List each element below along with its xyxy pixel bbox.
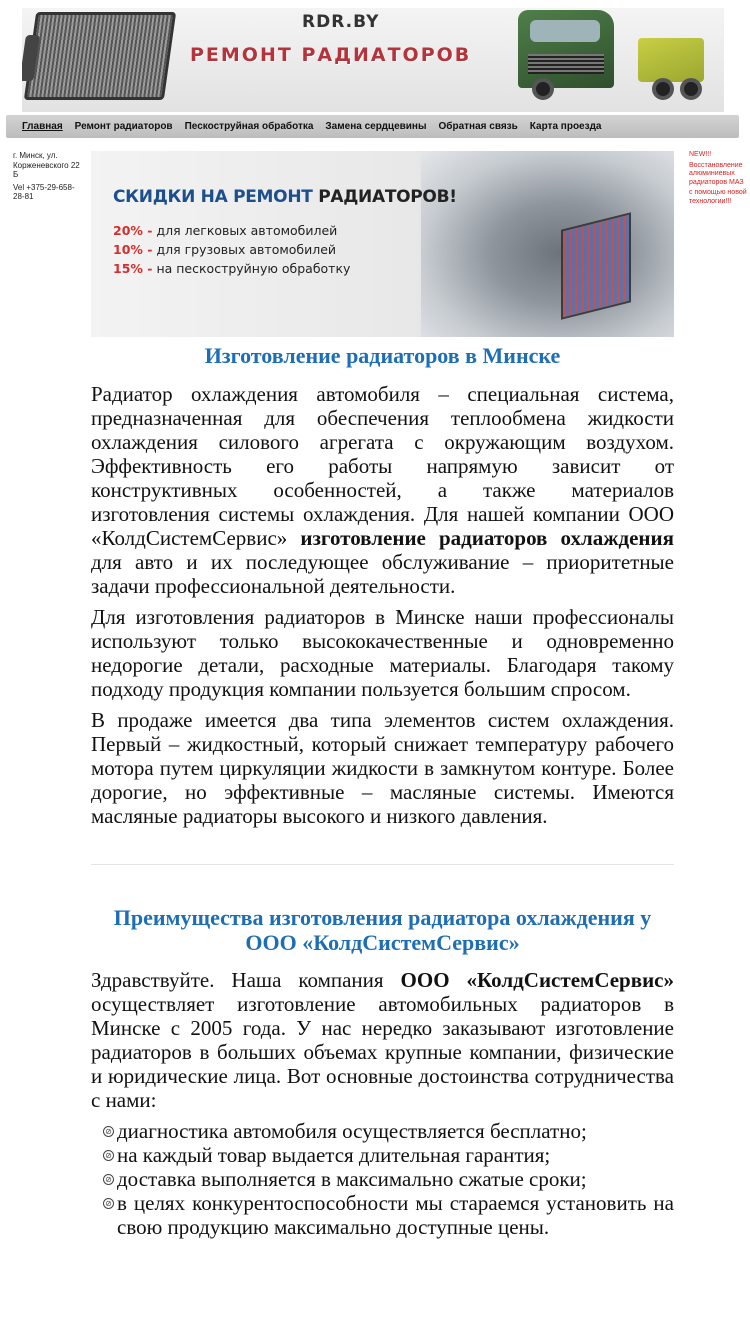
list-item: [103, 1167, 674, 1191]
main-nav: [6, 115, 739, 138]
list-item-text: на каждый товар выдается длительная гарантия;: [117, 1143, 551, 1167]
page-title: Изготовление радиаторов в Минске: [204, 343, 561, 368]
address: г. Минск, ул. Корженевского 22 Б: [13, 151, 80, 179]
news-link[interactable]: Восстановление алюминиевых радиаторов МАЗ: [689, 161, 744, 186]
promo-pct: 20% -: [113, 223, 153, 238]
promo-line: [113, 242, 336, 257]
paragraph: [91, 382, 674, 598]
text: Здравствуйте. Наша компания: [91, 968, 384, 992]
promo-headline-blue: СКИДКИ НА РЕМОНТ: [113, 187, 313, 207]
check-circle-icon: ⊘: [103, 1150, 114, 1161]
promo-headline-dark: РАДИАТОРОВ!: [318, 187, 457, 207]
news-label: NEW!!!: [689, 151, 712, 158]
phone: Vel +375-29-658-28-81: [13, 182, 75, 201]
nav-radiator-repair[interactable]: Ремонт радиаторов: [74, 121, 173, 132]
truck-image: [518, 8, 724, 112]
news-text: с помощью новой технологии!!!: [689, 189, 747, 205]
text: осуществляет изготовление автомобильных радиаторов в Минске с 2005 года. У нас нередко заказывают изготовление радиаторов в больших объемах крупные компании, физические и юридические лица. Вот основные достоинства сотрудничества с нами:: [91, 992, 674, 1112]
nav-sandblasting[interactable]: Пескоструйная обработка: [184, 121, 314, 132]
nav-core-replacement[interactable]: Замена сердцевины: [325, 121, 427, 132]
divider: [91, 864, 674, 865]
text: для авто и их последующее обслуживание – приоритетные задачи профессиональной деятельности.: [91, 550, 674, 598]
list-item-text: доставка выполняется в максимально сжатые сроки;: [117, 1167, 587, 1191]
site-title: РЕМОНТ РАДИАТОРОВ: [190, 44, 472, 66]
promo-line: [113, 261, 350, 276]
list-item-text: диагностика автомобиля осуществляется бесплатно;: [117, 1119, 587, 1143]
promo-text: для грузовых автомобилей: [156, 242, 337, 257]
paragraph: В продаже имеется два типа элементов систем охлаждения. Первый – жидкостный, который снижает температуру рабочего мотора путем циркуляции жидкости в замкнутом контуре. Более дорогие, но эффективные – масляные системы. Имеются масляные радиаторы высокого и низкого давления.: [91, 708, 674, 828]
list-item-text: в целях конкурентоспособности мы стараемся установить на свою продукцию максимально доступные цены.: [117, 1191, 674, 1239]
list-item: [103, 1119, 674, 1143]
promo-text: на пескоструйную обработку: [156, 261, 351, 276]
list-item: [103, 1191, 674, 1239]
bold-text: изготовление радиаторов охлаждения: [300, 526, 674, 550]
nav-feedback[interactable]: Обратная связь: [438, 121, 518, 132]
contact-info: [13, 151, 83, 205]
site-name[interactable]: RDR.BY: [302, 12, 380, 32]
promo-headline: [113, 187, 457, 207]
promo-pct: 15% -: [113, 261, 153, 276]
bold-text: ООО «КолдСистемСервис»: [400, 968, 674, 992]
header-banner: [22, 8, 724, 112]
check-circle-icon: ⊘: [103, 1198, 114, 1209]
radiator-highlight-image: [561, 212, 631, 319]
list-item: [103, 1143, 674, 1167]
promo-text: для легковых автомобилей: [156, 223, 338, 238]
news-sidebar: [689, 151, 747, 208]
check-circle-icon: ⊘: [103, 1174, 114, 1185]
advantages-list: [103, 1119, 674, 1239]
radiator-image: [24, 12, 176, 100]
promo-pct: 10% -: [113, 242, 153, 257]
paragraph: [91, 968, 674, 1112]
section-title: Преимущества изготовления радиатора охлаждения у ООО «КолдСистемСервис»: [113, 905, 652, 955]
promo-banner[interactable]: [91, 151, 674, 337]
main-content: [91, 342, 674, 1239]
paragraph: Для изготовления радиаторов в Минске наши профессионалы используют только высококачественные и одновременно недорогие детали, расходные материалы. Благодаря такому подходу продукция компании пользуется большим спросом.: [91, 605, 674, 701]
check-circle-icon: ⊘: [103, 1126, 114, 1137]
nav-home[interactable]: Главная: [22, 121, 63, 132]
engine-image: [421, 151, 674, 337]
promo-line: [113, 223, 337, 238]
text: Радиатор охлаждения автомобиля – специальная система, предназначенная для обеспечения теплообмена жидкости охлаждения силового агрегата с окружающим воздухом. Эффективность его работы напрямую зависит от конструктивных особенностей, а также материалов изготовления системы охлаждения. Для нашей компании ООО «КолдСистемСервис»: [91, 382, 674, 550]
nav-map[interactable]: Карта проезда: [529, 121, 602, 132]
